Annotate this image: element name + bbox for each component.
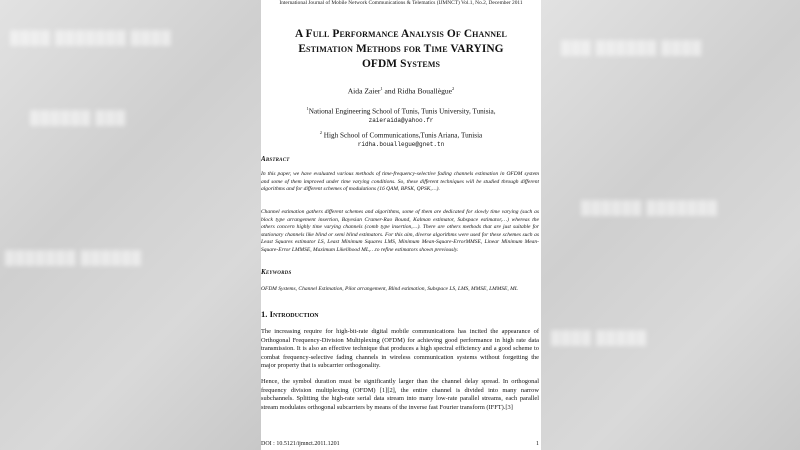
author-name: Aida Zaier: [347, 86, 381, 96]
affiliation-2: [261, 128, 541, 149]
doi-text: DOI : 10.5121/ijmnct.2011.1201: [261, 441, 340, 447]
introduction-heading: [261, 309, 319, 319]
blurred-background-text: ██████ ███████: [581, 200, 718, 215]
affiliation-superscript: 1: [306, 106, 309, 111]
page-number: 1: [536, 441, 539, 447]
page-footer: [261, 441, 541, 447]
author-superscript: 2: [452, 86, 455, 91]
author-name: Ridha Bouallègue: [397, 86, 453, 96]
introduction-heading-text: 1. Introduction: [261, 309, 319, 319]
document-page: [261, 0, 541, 450]
introduction-paragraph-2: Hence, the symbol duration must be significantly larger than the channel delay spread. In orthogonal frequency division multiplexing (OFDM) [1][2], the entire channel is divided into many narrow subchannels. Splitting the high-rate serial data stream into many low-rate parallel streams, each parallel stream modulates orthogonal subcarriers by means of the inverse fast Fourier transform (IFFT).[3]: [261, 378, 539, 411]
title-line-1: A Full Performance Analysis Of Channel: [295, 28, 507, 40]
keywords-heading: Keywords: [261, 268, 292, 276]
paper-title: [267, 27, 535, 72]
background-left: [0, 0, 261, 450]
keywords-text: OFDM Systems, Channel Estimation, Pilot arrangement, Blind estimation, Subspace LS, LMS, MMSE, LMMSE, ML: [261, 286, 518, 292]
introduction-paragraph-1: The increasing require for high-bit-rate digital mobile communications has incited the appearance of Orthogonal Frequency-Division Multiplexing (OFDM) for achieving good performance in high rate data transmission. It is also an effective technique that produces a high spectral efficiency and a good scheme to combat frequency-selective fading channels in wireless communication systems without forgetting the major property that is subcarrier orthogonality.: [261, 328, 539, 370]
affiliation-name: National Engineering School of Tunis, Tunis University, Tunisia,: [308, 107, 496, 116]
author-superscript: 1: [380, 86, 383, 91]
affiliation-superscript: 2: [319, 130, 322, 135]
journal-header: International Journal of Mobile Network Communications & Telematics (IJMNCT) Vol.1, No.2, December 2011: [279, 0, 523, 6]
affiliation-email: zaieraida@yahoo.fr: [368, 117, 434, 125]
title-line-3: OFDM Systems: [361, 58, 441, 70]
abstract-paragraph-2: Channel estimation gathers different schemes and algorithms, some of them are dedicated for slowly time varying (such as block type arrangement insertion, Bayesian Cramer-Rao Bound, Kalman estimator, Subspace estimator,…) whereas the others concern highly time varying channels (comb type insertion,…). There are others methods that are just suitable for stationary channels like blind or semi blind estimators. For this aim, diverse algorithms were used for these schemes such as Least Squares estimator LS, Least Minimum Squares LMS, Minimum Mean-Square-ErrorMMSE, Linear Minimum Mean-Square-Error LMMSE, Maximum Likelihood ML,…to refine estimators shown previously.: [261, 209, 539, 253]
author-list: [261, 86, 541, 96]
title-line-2: Estimation Methods for Time VARYING: [298, 43, 504, 55]
blurred-background-text: ████ █████: [551, 330, 648, 345]
affiliation-email: ridha.bouallegue@gnet.tn: [357, 141, 445, 149]
affiliation-1: [261, 104, 541, 125]
blurred-background-text: ████ ███████ ████: [10, 30, 172, 45]
abstract-heading: Abstract: [261, 155, 290, 163]
affiliation-name: High School of Communications,Tunis Ariana, Tunisia: [321, 131, 483, 140]
blurred-background-text: ███ ██████ ████: [561, 40, 703, 55]
author-conjunction: and: [382, 86, 398, 96]
abstract-paragraph-1: In this paper, we have evaluated various methods of time-frequency-selective fading channels estimation in OFDM system and some of them improved under time varying conditions. So, these different techniques will be studied through different algorithms and for different schemes of modulations (16 QAM, BPSK, QPSK,…).: [261, 171, 539, 193]
background-right: [541, 0, 800, 450]
blurred-background-text: ██████ ███: [30, 110, 127, 125]
blurred-background-text: ███████ ██████: [5, 250, 142, 265]
